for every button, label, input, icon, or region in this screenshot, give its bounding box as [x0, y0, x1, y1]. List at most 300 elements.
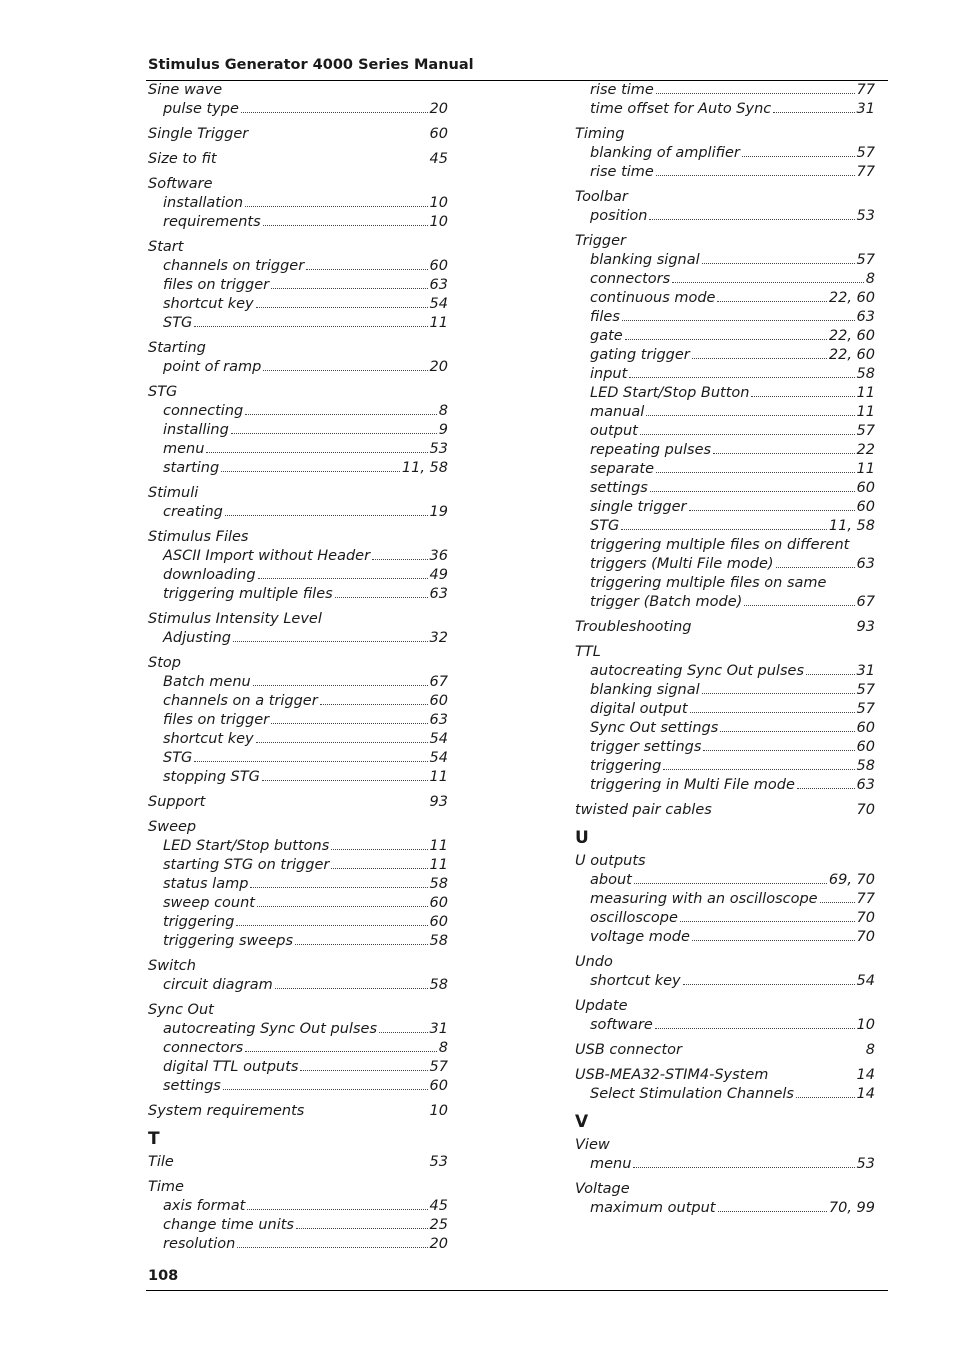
- index-subentry: [575, 460, 875, 479]
- page-reference: 63: [429, 712, 448, 728]
- dot-leader: [776, 567, 855, 568]
- index-subentry: [148, 402, 448, 421]
- index-subentry-text: Select Stimulation Channels: [590, 1086, 794, 1102]
- page-reference: 10: [856, 1017, 875, 1033]
- page-reference: 45: [429, 151, 448, 167]
- page-reference: 58: [856, 366, 875, 382]
- page-reference: 70: [856, 929, 875, 945]
- index-subentry: [148, 730, 448, 749]
- index-subentry: [148, 856, 448, 875]
- page-reference: 19: [429, 504, 448, 520]
- index-heading-text: Stop: [148, 655, 181, 671]
- index-heading: [148, 175, 448, 194]
- index-subentry-line: triggering multiple files on different: [590, 537, 850, 553]
- index-subentry: [148, 913, 448, 932]
- index-subentry-text: digital TTL outputs: [163, 1059, 299, 1075]
- index-subentry-text: blanking of amplifier: [590, 145, 740, 161]
- dot-leader: [245, 206, 427, 207]
- index-entry: [148, 150, 448, 169]
- index-subentry-text: software: [590, 1017, 653, 1033]
- index-subentry-text: connectors: [163, 1040, 244, 1056]
- dot-leader: [271, 288, 427, 289]
- page-reference: 57: [856, 252, 875, 268]
- dot-leader: [245, 1051, 437, 1052]
- index-subentry: [575, 1016, 875, 1035]
- page-reference: 60: [429, 258, 448, 274]
- dot-leader: [250, 887, 427, 888]
- page-reference: 54: [429, 750, 448, 766]
- index-subentry: [575, 144, 875, 163]
- dot-leader: [372, 559, 427, 560]
- dot-leader: [689, 510, 855, 511]
- index-entry: [575, 953, 875, 991]
- index-subentry: [148, 1216, 448, 1235]
- dot-leader: [703, 750, 854, 751]
- index-subentry-text: installing: [163, 422, 229, 438]
- page-reference: 11, 58: [401, 460, 448, 476]
- index-heading: [148, 957, 448, 976]
- index-subentry: [575, 207, 875, 226]
- index-entry: [148, 484, 448, 522]
- index-heading-text: Time: [148, 1179, 184, 1195]
- page-reference: 60: [429, 895, 448, 911]
- index-heading-text: Toolbar: [575, 189, 628, 205]
- index-entry: [575, 643, 875, 795]
- page-reference: 22, 60: [828, 290, 875, 306]
- page-reference: 70: [856, 802, 875, 818]
- index-subentry: [148, 358, 448, 377]
- index-heading: [575, 643, 875, 662]
- index-subentry: [575, 890, 875, 909]
- index-subentry: [148, 257, 448, 276]
- index-subentry-text: voltage mode: [590, 929, 690, 945]
- index-heading: [148, 125, 448, 144]
- page-reference: 63: [856, 556, 875, 572]
- index-subentry: [148, 440, 448, 459]
- dot-leader: [702, 263, 855, 264]
- dot-leader: [820, 902, 855, 903]
- dot-leader: [656, 472, 855, 473]
- index-subentry: [148, 894, 448, 913]
- page-reference: 77: [856, 164, 875, 180]
- index-subentry: [575, 308, 875, 327]
- page-reference: 8: [865, 271, 875, 287]
- page-reference: 10: [429, 195, 448, 211]
- index-heading-text: Undo: [575, 954, 613, 970]
- index-heading: [575, 125, 875, 144]
- index-heading: [575, 801, 875, 820]
- page-reference: 22, 60: [828, 328, 875, 344]
- dot-leader: [742, 156, 855, 157]
- index-heading: [148, 1153, 448, 1172]
- index-subentry-text: pulse type: [163, 101, 239, 117]
- page-reference: 57: [856, 701, 875, 717]
- dot-leader: [295, 944, 428, 945]
- page-number: 108: [148, 1268, 179, 1284]
- index-heading: [148, 339, 448, 358]
- index-subentry-text: triggering: [163, 914, 235, 930]
- index-subentry-line: triggering multiple files on same: [590, 575, 827, 591]
- index-heading: [148, 150, 448, 169]
- index-subentry: [148, 1077, 448, 1096]
- index-subentry-text: circuit diagram: [163, 977, 273, 993]
- dot-leader: [797, 788, 855, 789]
- index-subentry-text: point of ramp: [163, 359, 262, 375]
- dot-leader: [331, 849, 427, 850]
- index-subentry: [575, 422, 875, 441]
- index-heading: [148, 610, 448, 629]
- page-reference: 70, 99: [828, 1200, 875, 1216]
- index-subentry-text: rise time: [590, 82, 654, 98]
- page-reference: 58: [429, 933, 448, 949]
- page-reference: 11: [429, 769, 448, 785]
- index-subentry-text: creating: [163, 504, 223, 520]
- page-reference: 11: [856, 385, 875, 401]
- index-entry: [148, 383, 448, 478]
- page-reference: 10: [429, 214, 448, 230]
- index-subentry: [575, 346, 875, 365]
- dot-leader: [379, 1032, 428, 1033]
- index-subentry: [148, 1020, 448, 1039]
- dot-leader: [253, 685, 428, 686]
- index-subentry: [148, 837, 448, 856]
- page-reference: 69, 70: [828, 872, 875, 888]
- dot-leader: [241, 112, 428, 113]
- index-heading-text: Timing: [575, 126, 625, 142]
- page-reference: 60: [429, 126, 448, 142]
- index-subentry-text: menu: [163, 441, 205, 457]
- index-subentry-text: triggers (Multi File mode): [590, 556, 774, 572]
- dot-leader: [640, 434, 855, 435]
- index-subentry-text: shortcut key: [163, 296, 254, 312]
- index-heading: [148, 238, 448, 257]
- index-subentry-text: menu: [590, 1156, 632, 1172]
- page-reference: 63: [429, 586, 448, 602]
- index-subentry-text: files on trigger: [163, 277, 270, 293]
- page-reference: 31: [856, 101, 875, 117]
- page-reference: 36: [429, 548, 448, 564]
- page-reference: 57: [856, 682, 875, 698]
- page-reference: 45: [429, 1198, 448, 1214]
- dot-leader: [247, 1209, 427, 1210]
- index-heading: [148, 1178, 448, 1197]
- dot-leader: [751, 396, 854, 397]
- dot-leader: [331, 868, 427, 869]
- page-header-title: Stimulus Generator 4000 Series Manual: [148, 57, 474, 73]
- index-heading-text: U outputs: [575, 853, 646, 869]
- index-heading-text: Switch: [148, 958, 196, 974]
- page-reference: 20: [429, 359, 448, 375]
- index-heading-text: Update: [575, 998, 628, 1014]
- dot-leader: [263, 370, 427, 371]
- index-subentry: [575, 719, 875, 738]
- index-subentry-text: requirements: [163, 214, 261, 230]
- index-subentry: [148, 503, 448, 522]
- dot-leader: [621, 529, 827, 530]
- index-entry: [148, 1102, 448, 1121]
- index-subentry: [575, 479, 875, 498]
- index-entry: [575, 125, 875, 182]
- index-subentry-text: blanking signal: [590, 682, 700, 698]
- index-subentry: [148, 1197, 448, 1216]
- index-section-letter: V: [575, 1112, 589, 1132]
- index-heading-text: Stimulus Intensity Level: [148, 611, 322, 627]
- index-subentry-text: triggering: [590, 758, 662, 774]
- page-reference: 53: [856, 208, 875, 224]
- index-heading-text: Support: [148, 794, 206, 810]
- index-subentry: [148, 100, 448, 119]
- index-heading-text: System requirements: [148, 1103, 305, 1119]
- index-heading-text: Trigger: [575, 233, 627, 249]
- index-subentry: [148, 629, 448, 648]
- index-subentry: [148, 194, 448, 213]
- dot-leader: [650, 491, 855, 492]
- index-heading: [148, 484, 448, 503]
- dot-leader: [300, 1070, 427, 1071]
- index-subentry-text: channels on a trigger: [163, 693, 318, 709]
- dot-leader: [223, 1089, 428, 1090]
- index-subentry: [148, 314, 448, 333]
- index-subentry-text: blanking signal: [590, 252, 700, 268]
- page-reference: 63: [429, 277, 448, 293]
- dot-leader: [296, 1228, 428, 1229]
- index-subentry-text: axis format: [163, 1198, 246, 1214]
- dot-leader: [672, 282, 864, 283]
- index-subentry: [148, 295, 448, 314]
- page-reference: 60: [856, 499, 875, 515]
- page-reference: 54: [429, 296, 448, 312]
- index-entry: [148, 610, 448, 648]
- dot-leader: [649, 219, 854, 220]
- dot-leader: [655, 1028, 855, 1029]
- page-reference: 63: [856, 777, 875, 793]
- page-reference: 60: [856, 720, 875, 736]
- index-subentry-text: installation: [163, 195, 244, 211]
- index-subentry: [148, 459, 448, 478]
- index-subentry-text: LED Start/Stop buttons: [163, 838, 330, 854]
- index-heading-text: Troubleshooting: [575, 619, 692, 635]
- page-reference: 22, 60: [828, 347, 875, 363]
- page-reference: 60: [429, 693, 448, 709]
- index-subentry-text: channels on trigger: [163, 258, 305, 274]
- index-column-right: [575, 81, 875, 1224]
- dot-leader: [622, 320, 855, 321]
- index-subentry-text: STG: [590, 518, 620, 534]
- index-section-letter: U: [575, 828, 589, 848]
- index-subentry: [575, 1085, 875, 1104]
- index-subentry: [575, 776, 875, 795]
- page-reference: 25: [429, 1217, 448, 1233]
- page-reference: 93: [856, 619, 875, 635]
- index-subentry: [575, 593, 875, 612]
- index-subentry: [148, 1235, 448, 1254]
- index-subentry-text: status lamp: [163, 876, 249, 892]
- dot-leader: [256, 307, 428, 308]
- dot-leader: [720, 731, 854, 732]
- index-entry: [575, 801, 875, 820]
- index-subentry-text: Adjusting: [163, 630, 232, 646]
- index-subentry-text: shortcut key: [163, 731, 254, 747]
- index-subentry-text: settings: [590, 480, 648, 496]
- index-entry: [148, 125, 448, 144]
- dot-leader: [718, 1211, 827, 1212]
- index-subentry-text: ASCII Import without Header: [163, 548, 371, 564]
- index-heading: [575, 618, 875, 637]
- dot-leader: [796, 1097, 855, 1098]
- page-reference: 63: [856, 309, 875, 325]
- index-entry: [148, 1153, 448, 1172]
- footer-rule: [146, 1290, 888, 1291]
- page-reference: 53: [856, 1156, 875, 1172]
- dot-leader: [263, 225, 428, 226]
- dot-leader: [335, 597, 428, 598]
- index-heading: [148, 1102, 448, 1121]
- index-subentry: [148, 421, 448, 440]
- index-heading: [575, 1041, 875, 1060]
- index-subentry-text: rise time: [590, 164, 654, 180]
- index-subentry-text: files on trigger: [163, 712, 270, 728]
- index-subentry-text: repeating pulses: [590, 442, 712, 458]
- dot-leader: [262, 780, 428, 781]
- index-heading-text: Voltage: [575, 1181, 630, 1197]
- index-subentry-text: position: [590, 208, 648, 224]
- index-subentry: [575, 251, 875, 270]
- index-subentry: [148, 768, 448, 787]
- index-subentry: [148, 1058, 448, 1077]
- dot-leader: [713, 453, 854, 454]
- index-subentry-text: output: [590, 423, 638, 439]
- dot-leader: [656, 175, 855, 176]
- page-reference: 20: [429, 1236, 448, 1252]
- dot-leader: [245, 414, 437, 415]
- page-reference: 31: [429, 1021, 448, 1037]
- index-heading: [575, 188, 875, 207]
- index-subentry: [575, 384, 875, 403]
- dot-leader: [237, 1247, 427, 1248]
- dot-leader: [692, 940, 855, 941]
- dot-leader: [663, 769, 854, 770]
- dot-leader: [231, 433, 437, 434]
- index-entry: [575, 81, 875, 119]
- index-entry: [148, 175, 448, 232]
- index-heading: [575, 953, 875, 972]
- index-subentry-text: continuous mode: [590, 290, 716, 306]
- index-entry: [575, 1136, 875, 1174]
- index-heading-text: USB-MEA32-STIM4-System: [575, 1067, 769, 1083]
- page-reference: 11: [429, 838, 448, 854]
- index-heading-text: Sweep: [148, 819, 197, 835]
- dot-leader: [702, 693, 855, 694]
- dot-leader: [275, 988, 428, 989]
- index-subentry-text: resolution: [163, 1236, 236, 1252]
- index-entry: [148, 818, 448, 951]
- page-reference: 60: [429, 914, 448, 930]
- index-heading: [148, 81, 448, 100]
- index-subentry: [148, 749, 448, 768]
- index-heading: [148, 793, 448, 812]
- index-subentry-text: LED Start/Stop Button: [590, 385, 750, 401]
- index-subentry: [575, 909, 875, 928]
- index-subentry-text: single trigger: [590, 499, 687, 515]
- index-heading: [575, 232, 875, 251]
- index-entry: [148, 81, 448, 119]
- dot-leader: [683, 984, 855, 985]
- index-subentry: [575, 498, 875, 517]
- index-subentry-text: starting: [163, 460, 220, 476]
- index-subentry: [575, 289, 875, 308]
- index-heading: [575, 1066, 875, 1085]
- index-entry: [148, 793, 448, 812]
- index-heading: [148, 1001, 448, 1020]
- index-column-left: [148, 81, 448, 1260]
- index-entry: [148, 654, 448, 787]
- dot-leader: [690, 712, 855, 713]
- page-reference: 20: [429, 101, 448, 117]
- index-subentry: [575, 871, 875, 890]
- dot-leader: [692, 358, 827, 359]
- dot-leader: [633, 1167, 854, 1168]
- dot-leader: [194, 761, 427, 762]
- dot-leader: [634, 883, 827, 884]
- index-subentry-text: trigger settings: [590, 739, 702, 755]
- dot-leader: [320, 704, 428, 705]
- index-subentry-text: gate: [590, 328, 623, 344]
- page-reference: 31: [856, 663, 875, 679]
- index-heading-text: STG: [148, 384, 178, 400]
- index-subentry: [148, 585, 448, 604]
- index-subentry: [148, 566, 448, 585]
- index-subentry: [148, 1039, 448, 1058]
- index-subentry: [148, 711, 448, 730]
- index-entry: [148, 957, 448, 995]
- index-subentry-text: sweep count: [163, 895, 255, 911]
- page-reference: 9: [438, 422, 448, 438]
- page-reference: 11: [856, 461, 875, 477]
- index-entry: [575, 1066, 875, 1104]
- index-subentry-text: autocreating Sync Out pulses: [590, 663, 804, 679]
- dot-leader: [256, 742, 428, 743]
- dot-leader: [258, 578, 428, 579]
- index-subentry-text: maximum output: [590, 1200, 716, 1216]
- index-subentry: [575, 757, 875, 776]
- index-heading: [148, 528, 448, 547]
- index-subentry: [575, 270, 875, 289]
- page-reference: 11: [429, 315, 448, 331]
- index-entry: [148, 1001, 448, 1096]
- index-subentry-text: autocreating Sync Out pulses: [163, 1021, 377, 1037]
- index-subentry: [575, 163, 875, 182]
- index-entry: [148, 528, 448, 604]
- dot-leader: [225, 515, 428, 516]
- dot-leader: [744, 605, 854, 606]
- index-subentry-text: STG: [163, 750, 193, 766]
- index-subentry: [575, 100, 875, 119]
- index-heading-text: Sine wave: [148, 82, 223, 98]
- index-entry: [575, 997, 875, 1035]
- index-subentry: [575, 1199, 875, 1218]
- index-subentry: [575, 681, 875, 700]
- dot-leader: [194, 326, 427, 327]
- index-entry: [148, 238, 448, 333]
- index-subentry: [148, 932, 448, 951]
- index-subentry-text: measuring with an oscilloscope: [590, 891, 818, 907]
- dot-leader: [221, 471, 400, 472]
- page-reference: 53: [429, 1154, 448, 1170]
- page-reference: 58: [429, 876, 448, 892]
- index-subentry: [575, 365, 875, 384]
- index-subentry-text: triggering multiple files: [163, 586, 333, 602]
- dot-leader: [271, 723, 427, 724]
